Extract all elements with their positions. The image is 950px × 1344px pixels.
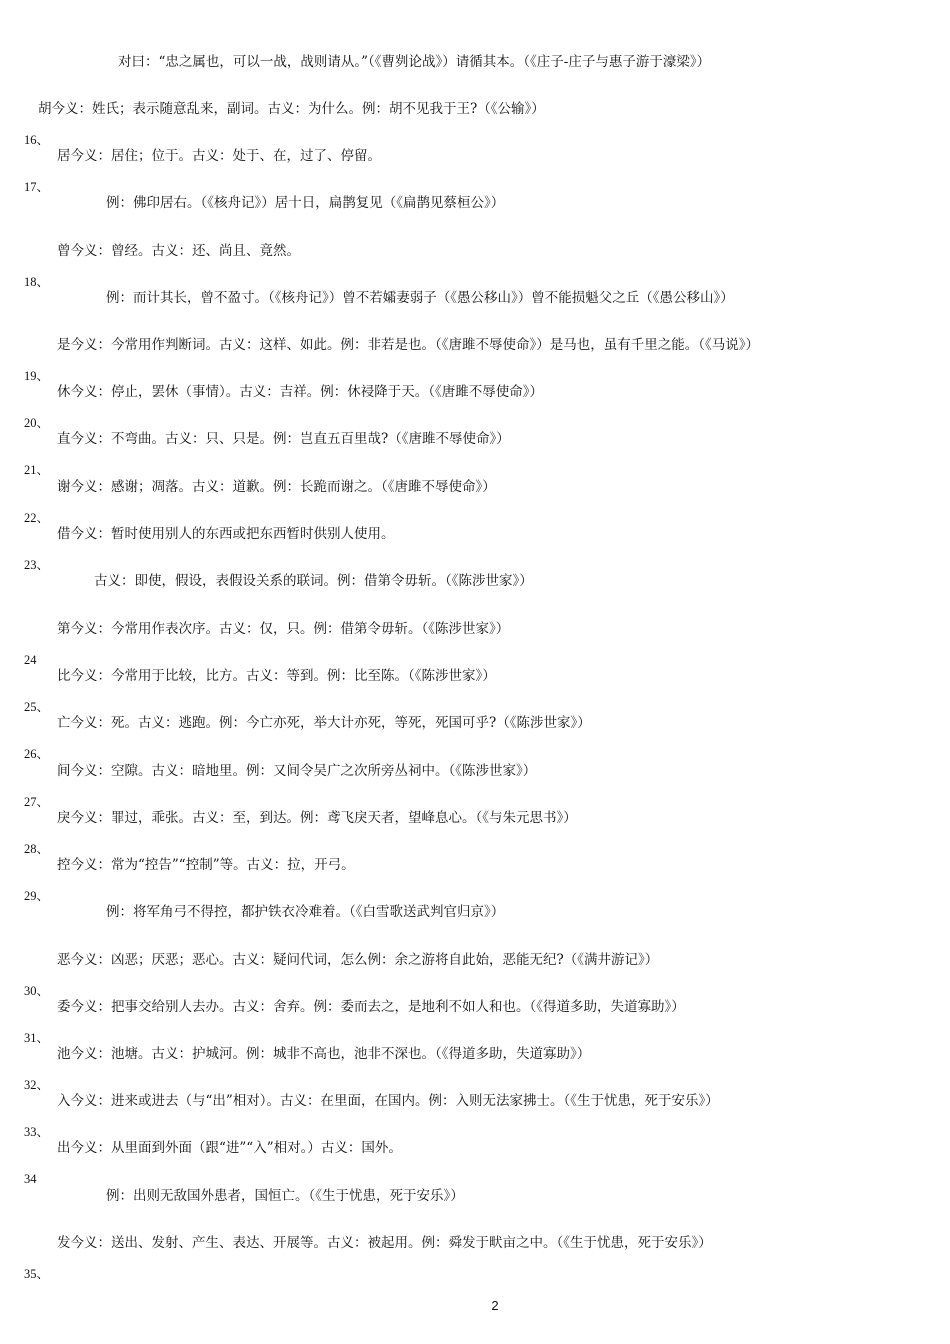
item-number: 24 [24, 653, 37, 667]
text-line: 入今义：进来或进去（与“出”相对）。古义：在里面，在国内。例：入则无法家拂士。（《生于忧患，死于安乐》） [57, 1093, 719, 1109]
text-line: 例：出则无敌国外患者，国恒亡。（《生于忧患，死于安乐》） [106, 1188, 464, 1204]
text-line: 发今义：送出、发射、产生、表达、开展等。古义：被起用。例：舜发于畎亩之中。（《生于忧患，死于安乐》） [57, 1235, 712, 1251]
text-line: 例：而计其长，曾不盈寸。（《核舟记》）曾不若孀妻弱子（《愚公移山》）曾不能损魁父之丘（《愚公移山》） [106, 290, 734, 306]
text-line: 恶今义：凶恶；厌恶；恶心。古义：疑问代词，怎么例：余之游将自此始，恶能无纪?（《满井游记》） [57, 952, 659, 968]
text-line: 第今义：今常用作表次序。古义：仅，只。例：借第令毋斩。（《陈涉世家》） [57, 621, 510, 637]
item-number: 32、 [24, 1078, 50, 1092]
item-number: 25、 [24, 700, 50, 714]
text-line: 池今义：池塘。古义：护城河。例：城非不高也，池非不深也。（《得道多助，失道寡助》） [57, 1046, 591, 1062]
text-line: 间今义：空隙。古义：暗地里。例：又间令吴广之次所旁丛祠中。（《陈涉世家》） [57, 763, 537, 779]
item-number: 29、 [24, 889, 50, 903]
text-line: 谢今义：感谢；凋落。古义：道歉。例：长跪而谢之。（《唐雎不辱使命》） [57, 479, 496, 495]
item-number: 27、 [24, 795, 50, 809]
text-line: 胡今义：姓氏；表示随意乱来，副词。古义：为什么。例：胡不见我于王?（《公输》） [38, 101, 545, 117]
item-number: 20、 [24, 416, 50, 430]
text-line: 借今义：暂时使用别人的东西或把东西暂时供别人使用。 [57, 526, 395, 542]
item-number: 35、 [24, 1267, 50, 1281]
item-number: 16、 [24, 133, 50, 147]
item-number: 30、 [24, 984, 50, 998]
item-number: 31、 [24, 1031, 50, 1045]
item-number: 21、 [24, 463, 50, 477]
item-number: 17、 [24, 180, 50, 194]
text-line: 休今义：停止，罢休（事情）。古义：吉祥。例：休祲降于天。（《唐雎不辱使命》） [57, 384, 543, 400]
item-number: 33、 [24, 1125, 50, 1139]
text-line: 曾今义：曾经。古义：还、尚且、竟然。 [57, 243, 300, 259]
item-number: 34 [24, 1172, 37, 1186]
text-line: 是今义：今常用作判断词。古义：这样、如此。例：非若是也。（《唐雎不辱使命》）是马也，虽有千里之能。（《马说》） [57, 337, 759, 353]
text-line: 居今义：居住；位于。古义：处于、在，过了、停留。 [57, 148, 381, 164]
item-number: 18、 [24, 275, 50, 289]
text-line: 控今义：常为“控告”“控制”等。古义：拉，开弓。 [57, 857, 355, 873]
item-number: 26、 [24, 747, 50, 761]
page-number: 2 [491, 1298, 499, 1313]
text-line: 例：将军角弓不得控，都护铁衣冷难着。（《白雪歌送武判官归京》） [106, 904, 505, 920]
item-number: 28、 [24, 842, 50, 856]
item-number: 22、 [24, 511, 50, 525]
text-line: 委今义：把事交给别人去办。古义：舍弃。例：委而去之，是地利不如人和也。（《得道多助，失道寡助》） [57, 999, 685, 1015]
text-line: 对曰：“忠之属也，可以一战，战则请从。”（《曹刿论战》）请循其本。（《庄子-庄子与惠子游于濠梁》） [118, 54, 711, 70]
item-number: 23、 [24, 558, 50, 572]
text-line: 亡今义：死。古义：逃跑。例：今亡亦死，举大计亦死，等死，死国可乎?（《陈涉世家》） [57, 715, 591, 731]
text-line: 比今义：今常用于比较，比方。古义：等到。例：比至陈。（《陈涉世家》） [57, 668, 496, 684]
text-line: 出今义：从里面到外面（跟“进”“入”相对。）古义：国外。 [57, 1140, 402, 1156]
item-number: 19、 [24, 369, 50, 383]
text-line: 古义：即使，假设，表假设关系的联词。例：借第令毋斩。（《陈涉世家》） [94, 573, 533, 589]
text-line: 直今义：不弯曲。古义：只、只是。例：岂直五百里哉?（《唐雎不辱使命》） [57, 431, 510, 447]
text-line: 例：佛印居右。（《核舟记》）居十日，扁鹊复见（《扁鹊见蔡桓公》） [106, 195, 505, 211]
text-line: 戾今义：罪过，乖张。古义：至，到达。例：鸢飞戾天者，望峰息心。（《与朱元思书》） [57, 810, 577, 826]
